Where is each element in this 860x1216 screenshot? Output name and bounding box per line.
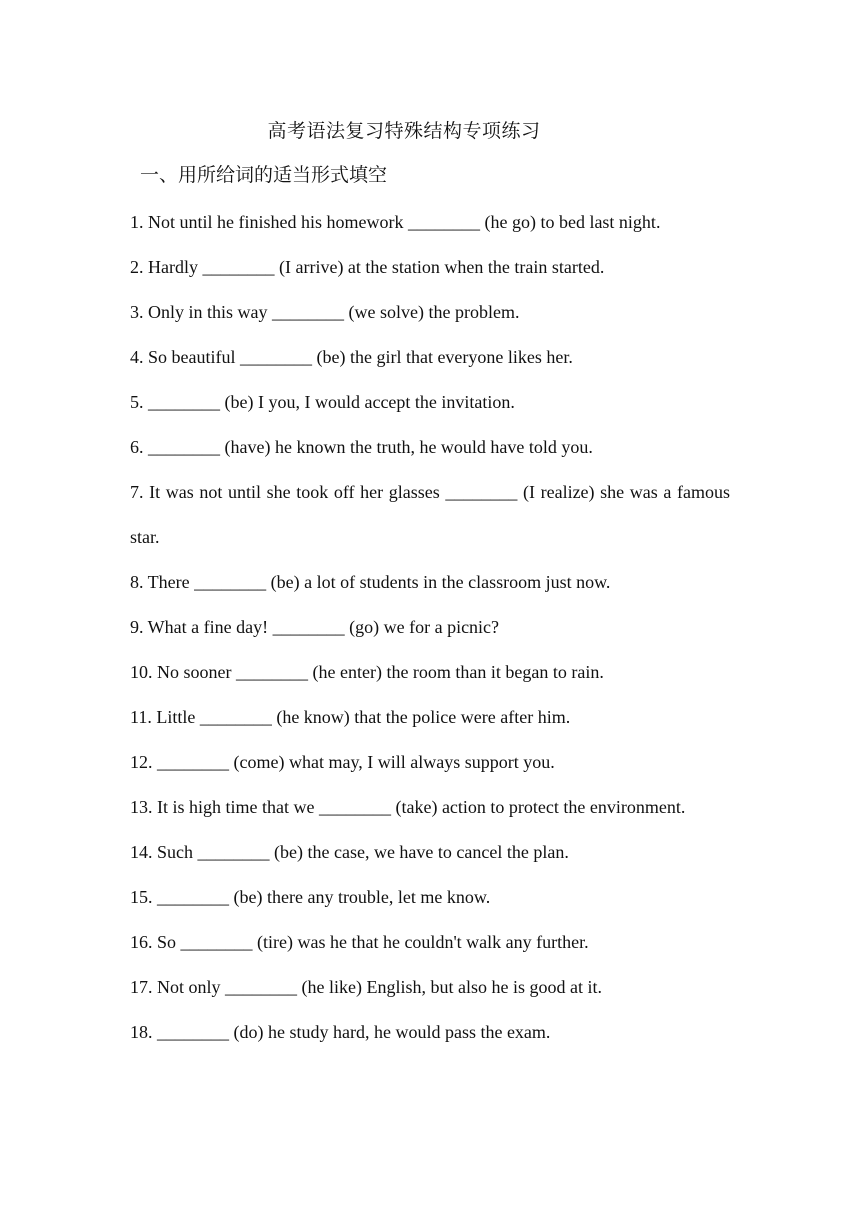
question-item: 9. What a fine day! ________ (go) we for a picnic? [130,617,500,637]
question-item: 16. So ________ (tire) was he that he couldn't walk any further. [130,932,589,952]
question-item: 11. Little ________ (he know) that the police were after him. [130,707,571,727]
question-item: 1. Not until he finished his homework ________ (he go) to bed last night. [130,212,661,232]
question-item: 7. It was not until she took off her glasses ________ (I realize) she was a famous star. [130,482,730,547]
question-list [130,200,730,1055]
question-item: 2. Hardly ________ (I arrive) at the station when the train started. [130,257,605,277]
question-item: 13. It is high time that we ________ (take) action to protect the environment. [130,797,686,817]
question-item: 3. Only in this way ________ (we solve) the problem. [130,302,520,322]
question-item: 5. ________ (be) I you, I would accept the invitation. [130,392,515,412]
question-item: 15. ________ (be) there any trouble, let me know. [130,887,491,907]
question-item: 10. No sooner ________ (he enter) the room than it began to rain. [130,662,604,682]
page-title: 高考语法复习特殊结构专项练习 [267,120,541,142]
question-item: 12. ________ (come) what may, I will always support you. [130,752,555,772]
question-item: 14. Such ________ (be) the case, we have to cancel the plan. [130,842,569,862]
question-item: 8. There ________ (be) a lot of students in the classroom just now. [130,572,611,592]
question-item: 17. Not only ________ (he like) English, but also he is good at it. [130,977,602,997]
question-item: 6. ________ (have) he known the truth, he would have told you. [130,437,593,457]
question-item: 18. ________ (do) he study hard, he would pass the exam. [130,1022,551,1042]
section-heading: 一、用所给词的适当形式填空 [140,164,388,186]
question-item: 4. So beautiful ________ (be) the girl that everyone likes her. [130,347,573,367]
